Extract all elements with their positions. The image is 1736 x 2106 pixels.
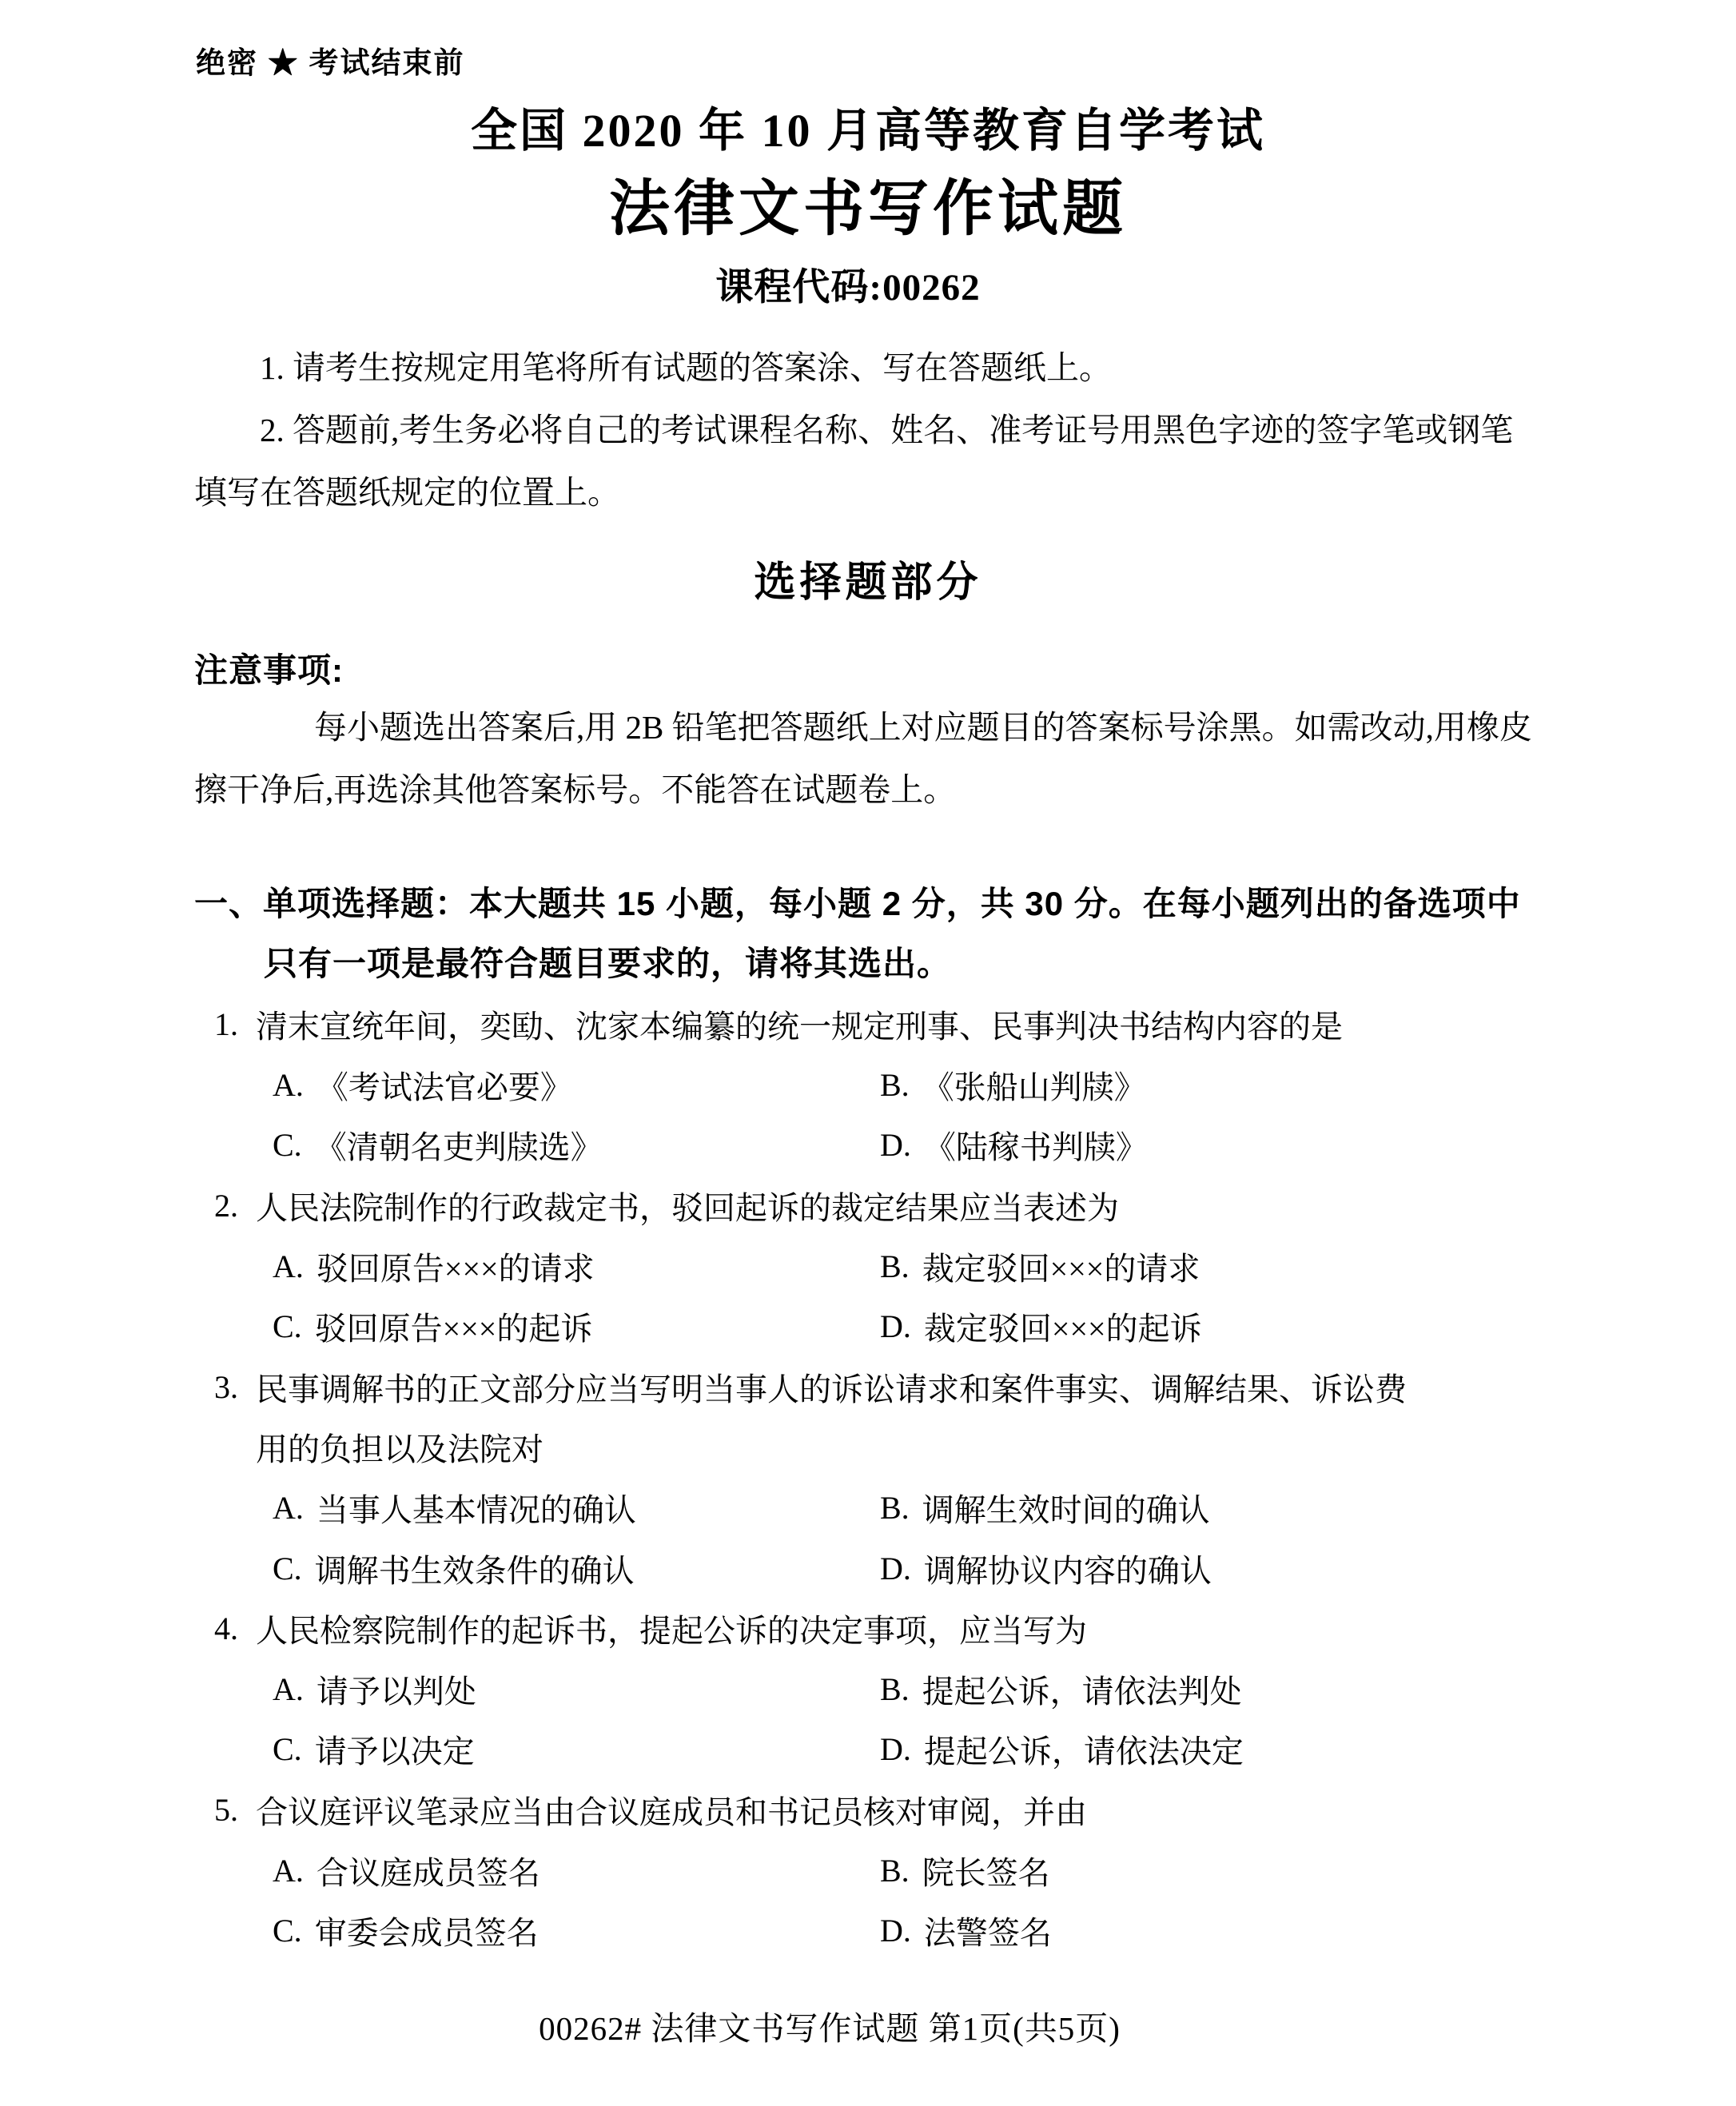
question-number: 2.	[214, 1188, 238, 1224]
option-b	[880, 1848, 1564, 1893]
question-3	[194, 1357, 1564, 1598]
question-number: 5.	[214, 1792, 238, 1829]
option-text: 《陆稼书判牍》	[923, 1129, 1148, 1166]
option-label: A.	[273, 1248, 304, 1284]
option-label: B.	[880, 1852, 910, 1889]
option-text: 法警签名	[923, 1915, 1052, 1952]
option-b	[880, 1062, 1564, 1108]
question-1	[194, 994, 1564, 1176]
option-text: 审委会成员签名	[314, 1915, 539, 1952]
question-stem	[194, 1598, 1564, 1659]
options-row	[194, 1055, 1564, 1116]
option-text: 调解书生效条件的确认	[314, 1552, 635, 1589]
option-label: A.	[273, 1852, 304, 1889]
option-c	[273, 1726, 880, 1772]
option-label: A.	[273, 1490, 304, 1527]
question-stem-continued	[194, 1417, 1564, 1478]
question-stem	[194, 1357, 1564, 1418]
options-row	[194, 1538, 1564, 1598]
option-c	[273, 1122, 880, 1168]
options-row	[194, 1478, 1564, 1539]
question-4	[194, 1598, 1564, 1780]
option-text: 《考试法官必要》	[316, 1069, 572, 1105]
option-label: B.	[880, 1066, 910, 1103]
options-row	[194, 1236, 1564, 1296]
security-classification: 绝密 ★ 考试结束前	[196, 46, 465, 79]
instruction-item-1: 1. 请考生按规定用笔将所有试题的答案涂、写在答题纸上。	[260, 349, 1112, 386]
question-number: 3.	[214, 1368, 238, 1405]
option-label: B.	[880, 1248, 910, 1284]
option-text: 请予以判处	[316, 1673, 476, 1710]
option-label: B.	[880, 1670, 910, 1707]
question-stem-text: 人民法院制作的行政裁定书，驳回起诉的裁定结果应当表述为	[256, 1190, 1119, 1227]
option-text: 合议庭成员签名	[316, 1854, 540, 1891]
option-label: C.	[273, 1550, 302, 1586]
option-text: 调解生效时间的确认	[922, 1492, 1210, 1529]
option-b	[880, 1666, 1564, 1712]
option-d	[880, 1122, 1564, 1168]
option-b	[880, 1485, 1564, 1531]
option-a	[273, 1485, 880, 1531]
options-row	[194, 1840, 1564, 1901]
option-d	[880, 1726, 1564, 1772]
option-label: A.	[273, 1670, 304, 1707]
option-text: 提起公诉，请依法决定	[923, 1734, 1244, 1770]
option-text: 当事人基本情况的确认	[316, 1492, 636, 1529]
question-stem-text: 人民检察院制作的起诉书，提起公诉的决定事项，应当写为	[256, 1613, 1087, 1650]
option-a	[273, 1666, 880, 1712]
option-text: 驳回原告×××的起诉	[314, 1311, 593, 1348]
option-label: C.	[273, 1913, 302, 1949]
option-a	[273, 1848, 880, 1893]
option-text: 院长签名	[922, 1854, 1050, 1891]
question-5	[194, 1780, 1564, 1961]
option-text: 驳回原告×××的请求	[316, 1250, 595, 1287]
question-stem	[194, 1176, 1564, 1236]
question-number: 4.	[214, 1610, 238, 1647]
option-label: D.	[880, 1913, 911, 1949]
options-row	[194, 1115, 1564, 1176]
option-a	[273, 1062, 880, 1108]
question-stem	[194, 994, 1564, 1055]
course-code: 课程代码:00262	[715, 267, 981, 309]
options-row	[194, 1719, 1564, 1780]
option-c	[273, 1304, 880, 1349]
part-one-heading-line-1: 一、单项选择题：本大题共 15 小题，每小题 2 分，共 30 分。在每小题列出的备选项中	[194, 885, 1521, 922]
option-d	[880, 1304, 1564, 1349]
question-stem-text: 合议庭评议笔录应当由合议庭成员和书记员核对审阅，并由	[256, 1794, 1087, 1831]
options-row	[194, 1296, 1564, 1357]
notice-text-line-2: 擦干净后,再选涂其他答案标号。不能答在试题卷上。	[194, 771, 957, 808]
page-footer: 00262# 法律文书写作试题 第1页(共5页)	[539, 2010, 1121, 2047]
option-a	[273, 1244, 880, 1289]
question-2	[194, 1176, 1564, 1357]
notice-text-line-1: 每小题选出答案后,用 2B 铅笔把答题纸上对应题目的答案标号涂黑。如需改动,用橡皮	[314, 709, 1532, 746]
option-text: 提起公诉，请依法判处	[922, 1673, 1242, 1710]
option-c	[273, 1546, 880, 1591]
instruction-item-2-line-2: 填写在答题纸规定的位置上。	[194, 474, 620, 511]
option-d	[880, 1908, 1564, 1953]
option-label: A.	[273, 1066, 304, 1103]
options-row	[194, 1659, 1564, 1720]
option-label: C.	[273, 1308, 302, 1345]
option-text: 裁定驳回×××的起诉	[923, 1311, 1202, 1348]
question-list	[194, 994, 1564, 1961]
part-one-heading-line-2: 只有一项是最符合题目要求的，请将其选出。	[264, 945, 952, 982]
option-label: D.	[880, 1550, 911, 1586]
question-stem	[194, 1780, 1564, 1841]
option-text: 裁定驳回×××的请求	[922, 1250, 1200, 1287]
option-label: C.	[273, 1731, 302, 1768]
multiple-choice-section-heading: 选择题部分	[754, 559, 982, 606]
option-label: C.	[273, 1127, 302, 1164]
option-label: D.	[880, 1731, 911, 1768]
option-c	[273, 1908, 880, 1953]
option-label: D.	[880, 1127, 911, 1164]
option-label: D.	[880, 1308, 911, 1345]
option-label: B.	[880, 1490, 910, 1527]
question-number: 1.	[214, 1006, 238, 1043]
question-stem-text: 用的负担以及法院对	[256, 1431, 543, 1468]
option-text: 请予以决定	[314, 1734, 475, 1770]
question-stem-text: 民事调解书的正文部分应当写明当事人的诉讼请求和案件事实、调解结果、诉讼费	[256, 1371, 1407, 1407]
notice-label: 注意事项:	[194, 651, 344, 689]
option-d	[880, 1546, 1564, 1591]
option-text: 《清朝名吏判牍选》	[314, 1129, 603, 1166]
options-row	[194, 1901, 1564, 1961]
option-text: 《张船山判牍》	[922, 1069, 1146, 1105]
paper-title: 法律文书写作试题	[609, 175, 1127, 243]
exam-title: 全国 2020 年 10 月高等教育自学考试	[470, 105, 1265, 157]
option-text: 调解协议内容的确认	[923, 1552, 1212, 1589]
option-b	[880, 1244, 1564, 1289]
instruction-item-2-line-1: 2. 答题前,考生务必将自己的考试课程名称、姓名、准考证号用黑色字迹的签字笔或钢笔	[260, 412, 1514, 448]
question-stem-text: 清末宣统年间，奕劻、沈家本编纂的统一规定刑事、民事判决书结构内容的是	[256, 1009, 1343, 1045]
